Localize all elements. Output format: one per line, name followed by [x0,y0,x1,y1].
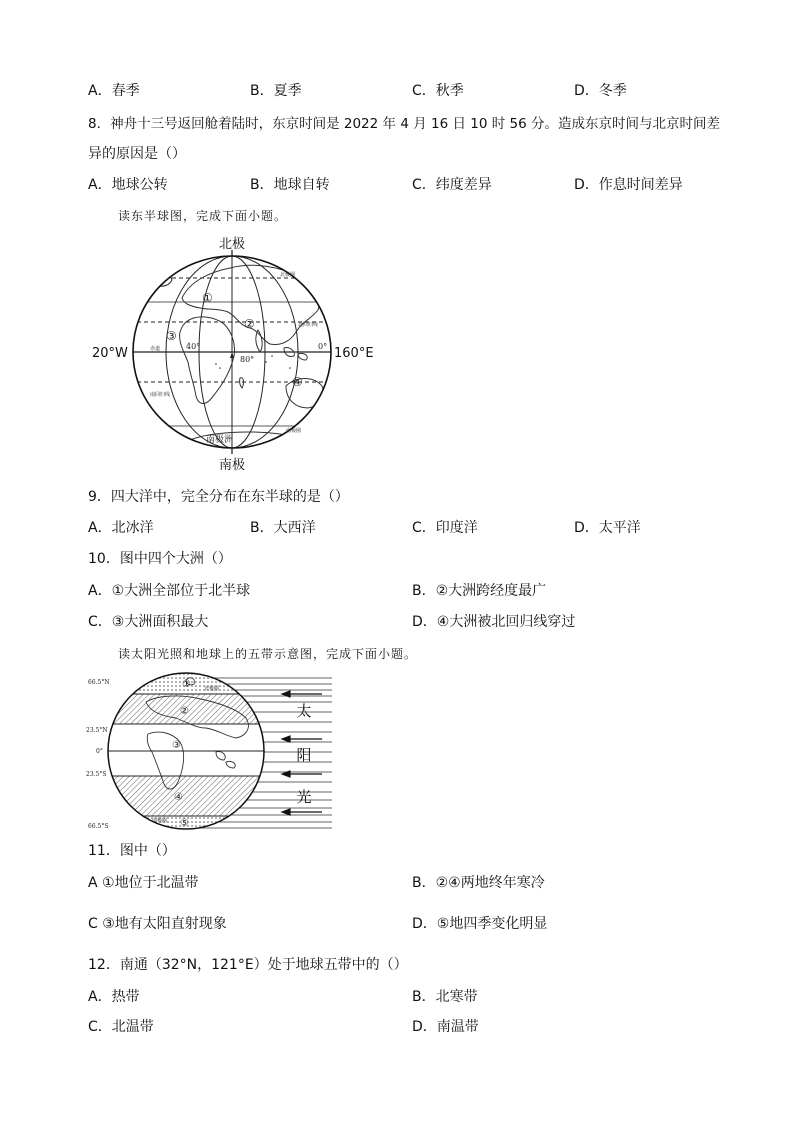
lat-0-label: 0° [96,748,103,755]
q10-stem: 10．图中四个大洲（） [88,551,232,567]
zone-5-marker: ⑤ [180,818,189,829]
q8-option-c[interactable]: C．纬度差异 [412,177,492,193]
zone-1-marker: ① [182,679,191,690]
arctic-circle-label: 北极圈 [280,272,296,278]
eastern-hemisphere-map [90,236,380,472]
q7-option-c[interactable]: C．秋季 [412,83,464,99]
q11-stem: 11．图中（） [88,843,176,859]
antarctic-circle-label-2: 南极圈 [152,818,168,824]
five-zones-sunlight-diagram [86,672,336,832]
lat-23n-label: 23.5°N [86,727,108,734]
continent-4-marker: ④ [292,375,303,389]
lon-20w-label: 20°W [92,346,128,361]
lon-40-label: 40° [186,342,201,351]
q11-option-c[interactable]: C ③地有太阳直射现象 [88,916,227,932]
continent-2-marker: ② [244,317,255,331]
q7-option-d[interactable]: D．冬季 [574,83,627,99]
sun-char-1: 太 [296,702,312,720]
q12-option-d[interactable]: D．南温带 [412,1019,479,1035]
sun-char-2: 阳 [296,746,312,764]
zone-4-marker: ④ [174,792,183,803]
q7-option-b[interactable]: B．夏季 [250,83,302,99]
q11-option-d[interactable]: D．⑤地四季变化明显 [412,916,548,932]
q8-stem-line2: 异的原因是（） [88,146,186,162]
equator-label: 赤道 [150,346,161,352]
q11-option-b[interactable]: B．②④两地终年寒冷 [412,875,545,891]
continent-1-marker: ① [202,291,213,305]
lon-160e-label: 160°E [334,346,374,361]
antarctic-circle-label: 南极圈 [286,428,302,434]
sun-char-3: 光 [296,788,312,806]
q11-option-a[interactable]: A ①地位于北温带 [88,875,199,891]
q10-option-b[interactable]: B．②大洲跨经度最广 [412,583,547,599]
q10-option-c[interactable]: C．③大洲面积最大 [88,614,209,630]
q12-option-a[interactable]: A．热带 [88,989,140,1005]
q9-option-a[interactable]: A．北冰洋 [88,520,154,536]
q12-stem: 12．南通（32°N，121°E）处于地球五带中的（） [88,957,408,973]
q9-option-d[interactable]: D．太平洋 [574,520,641,536]
lat-0-label: 0° [318,342,328,351]
q8-option-a[interactable]: A．地球公转 [88,177,168,193]
south-pole-label: 南极 [218,458,246,472]
tropic-capricorn-label: 南回归线 [150,392,171,398]
tropic-cancer-label: 北回归线 [298,322,319,328]
zone-2-marker: ② [180,706,189,717]
q9-option-b[interactable]: B．大西洋 [250,520,316,536]
north-pole-label: 北极 [218,237,246,252]
lon-80-label: 80° [240,355,255,364]
arctic-circle-label-2: 北极圈 [204,686,220,692]
antarctica-label: 南极洲 [206,435,234,445]
q9-stem: 9．四大洋中，完全分布在东半球的是（） [88,489,349,505]
q8-option-d[interactable]: D．作息时间差异 [574,177,683,193]
q8-stem-line1: 8．神舟十三号返回舱着陆时，东京时间是 2022 年 4 月 16 日 10 时 56 分。造成东京时间与北京时间差 [88,116,720,132]
q8-option-b[interactable]: B．地球自转 [250,177,330,193]
lat-23s-label: 23.5°S [86,771,107,778]
lat-66n-label: 66.5°N [88,679,110,686]
q10-option-a[interactable]: A．①大洲全部位于北半球 [88,583,251,599]
q10-option-d[interactable]: D．④大洲被北回归线穿过 [412,614,576,630]
zone-3-marker: ③ [172,740,181,751]
q7-option-a[interactable]: A．春季 [88,83,140,99]
q12-option-c[interactable]: C．北温带 [88,1019,154,1035]
intro-five-zones: 读太阳光照和地球上的五带示意图，完成下面小题。 [118,647,418,661]
continent-3-marker: ③ [166,329,177,343]
q12-option-b[interactable]: B．北寒带 [412,989,478,1005]
intro-eastern-hemisphere: 读东半球图，完成下面小题。 [118,209,288,223]
q9-option-c[interactable]: C．印度洋 [412,520,478,536]
lat-66s-label: 66.5°S [88,823,109,830]
